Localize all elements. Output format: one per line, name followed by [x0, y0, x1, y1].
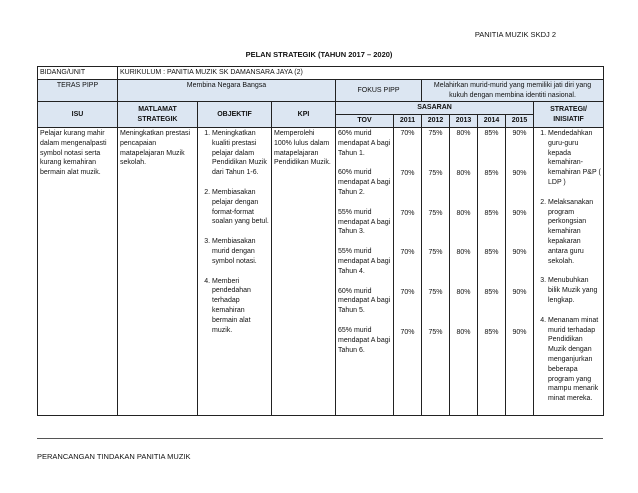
objektif-item: 1. Meningkatkan kualiti prestasi pelajar dalam Pendidikan Muzik dari Tahun 1-6. [212, 129, 269, 178]
col-objektif-header: OBJEKTIF [198, 102, 272, 128]
target-value: 80% [456, 328, 471, 336]
fokus-value: Melahirkan murid-murid yang memiliki jati diri yang kukuh dengan membina identiti nasional. [422, 79, 604, 102]
target-value: 80% [456, 209, 471, 217]
target-2015-cell [506, 127, 534, 415]
target-value: 90% [512, 328, 527, 336]
target-2012-cell [422, 127, 450, 415]
tov-item: 55% murid mendapat A bagi Tahun 4. [338, 248, 391, 275]
target-2014-cell [478, 127, 506, 415]
objektif-item: 2. Membiasakan pelajar dengan format-format soalan yang betul. [212, 188, 269, 227]
strategi-item: 1. Mendedahkan guru-guru kepada kemahiran-kemahiran P&P ( LDP ) [548, 129, 601, 188]
col-year-header: 2011 [394, 115, 422, 128]
target-value: 75% [428, 328, 443, 336]
target-value: 85% [484, 209, 499, 217]
target-value: 75% [428, 169, 443, 177]
target-value: 70% [400, 129, 415, 137]
tov-item: 60% murid mendapat A bagi Tahun 5. [338, 287, 391, 315]
target-value: 85% [484, 169, 499, 177]
panel-header-label: PANITIA MUZIK SKDJ 2 [474, 30, 556, 39]
target-value: 90% [512, 169, 527, 177]
target-value: 85% [484, 249, 499, 257]
bidang-value: KURIKULUM : PANITIA MUZIK SK DAMANSARA JAYA (2) [118, 67, 604, 80]
kpi-cell: Memperolehi 100% lulus dalam matapelajaran Pendidikan Muzik. [272, 127, 336, 415]
isu-cell: Pelajar kurang mahir dalam mengenalpasti symbol notasi serta kurang kemahiran bermain alat muzik. [38, 127, 118, 415]
objektif-cell [198, 127, 272, 415]
col-year-header: 2013 [450, 115, 478, 128]
target-value: 75% [428, 209, 443, 217]
page-title: PELAN STRATEGIK (TAHUN 2017 – 2020) [245, 50, 393, 59]
row-bidang [38, 67, 604, 80]
tov-item: 60% murid mendapat A bagi Tahun 1. [338, 129, 391, 157]
target-value: 85% [484, 129, 499, 137]
target-value: 70% [400, 209, 415, 217]
bidang-label: BIDANG/UNIT [38, 67, 118, 80]
strategi-item: 2. Melaksanakan program perkongsian kemahiran kepakaran antara guru sekolah. [548, 198, 601, 267]
footer-label: PERANCANGAN TINDAKAN PANITIA MUZIK [37, 452, 191, 461]
col-year-header: 2015 [506, 115, 534, 128]
tov-cell [336, 127, 394, 415]
target-value: 70% [400, 249, 415, 257]
footer-divider [37, 438, 603, 439]
target-value: 70% [400, 169, 415, 177]
target-value: 80% [456, 249, 471, 257]
body-row [38, 127, 604, 415]
target-value: 85% [484, 289, 499, 297]
col-year-header: 2012 [422, 115, 450, 128]
col-year-header: 2014 [478, 115, 506, 128]
target-value: 90% [512, 249, 527, 257]
fokus-label: FOKUS PIPP [336, 79, 422, 102]
target-value: 90% [512, 129, 527, 137]
target-value: 80% [456, 129, 471, 137]
target-value: 70% [400, 328, 415, 336]
objektif-item: 3. Membiasakan murid dengan symbol notasi. [212, 237, 269, 266]
tov-item: 65% murid mendapat A bagi Tahun 6. [338, 326, 391, 354]
col-isu-header: ISU [38, 102, 118, 128]
strategi-cell [534, 127, 604, 415]
teras-label: TERAS PIPP [38, 79, 118, 102]
header-row-1 [38, 102, 604, 115]
teras-value: Membina Negara Bangsa [118, 79, 336, 102]
strategi-item: 4. Menanam minat murid terhadap Pendidikan Muzik dengan menganjurkan beberapa program yang mampu menarik minat mereka. [548, 316, 601, 404]
target-2013-cell [450, 127, 478, 415]
matlamat-cell: Meningkatkan prestasi pencapaian matapelajaran Muzik sekolah. [118, 127, 198, 415]
col-matlamat-header: MATLAMAT STRATEGIK [118, 102, 198, 128]
strategi-item: 3. Menubuhkan bilik Muzik yang lengkap. [548, 276, 601, 305]
target-value: 85% [484, 328, 499, 336]
target-value: 75% [428, 289, 443, 297]
tov-item: 60% murid mendapat A bagi Tahun 2. [338, 169, 391, 196]
target-value: 80% [456, 169, 471, 177]
row-teras [38, 79, 604, 102]
col-sasaran-header: SASARAN [336, 102, 534, 115]
col-strategi-header: STRATEGI/ INISIATIF [534, 102, 604, 128]
tov-item: 55% murid mendapat A bagi Tahun 3. [338, 208, 391, 236]
target-value: 70% [400, 289, 415, 297]
col-tov-header: TOV [336, 115, 394, 128]
target-2011-cell [394, 127, 422, 415]
target-value: 90% [512, 209, 527, 217]
target-value: 75% [428, 249, 443, 257]
target-value: 75% [428, 129, 443, 137]
target-value: 80% [456, 289, 471, 297]
col-kpi-header: KPI [272, 102, 336, 128]
target-value: 90% [512, 289, 527, 297]
strategic-plan-table [37, 66, 604, 416]
objektif-item: 4. Memberi pendedahan terhadap kemahiran bermain alat muzik. [212, 277, 269, 336]
